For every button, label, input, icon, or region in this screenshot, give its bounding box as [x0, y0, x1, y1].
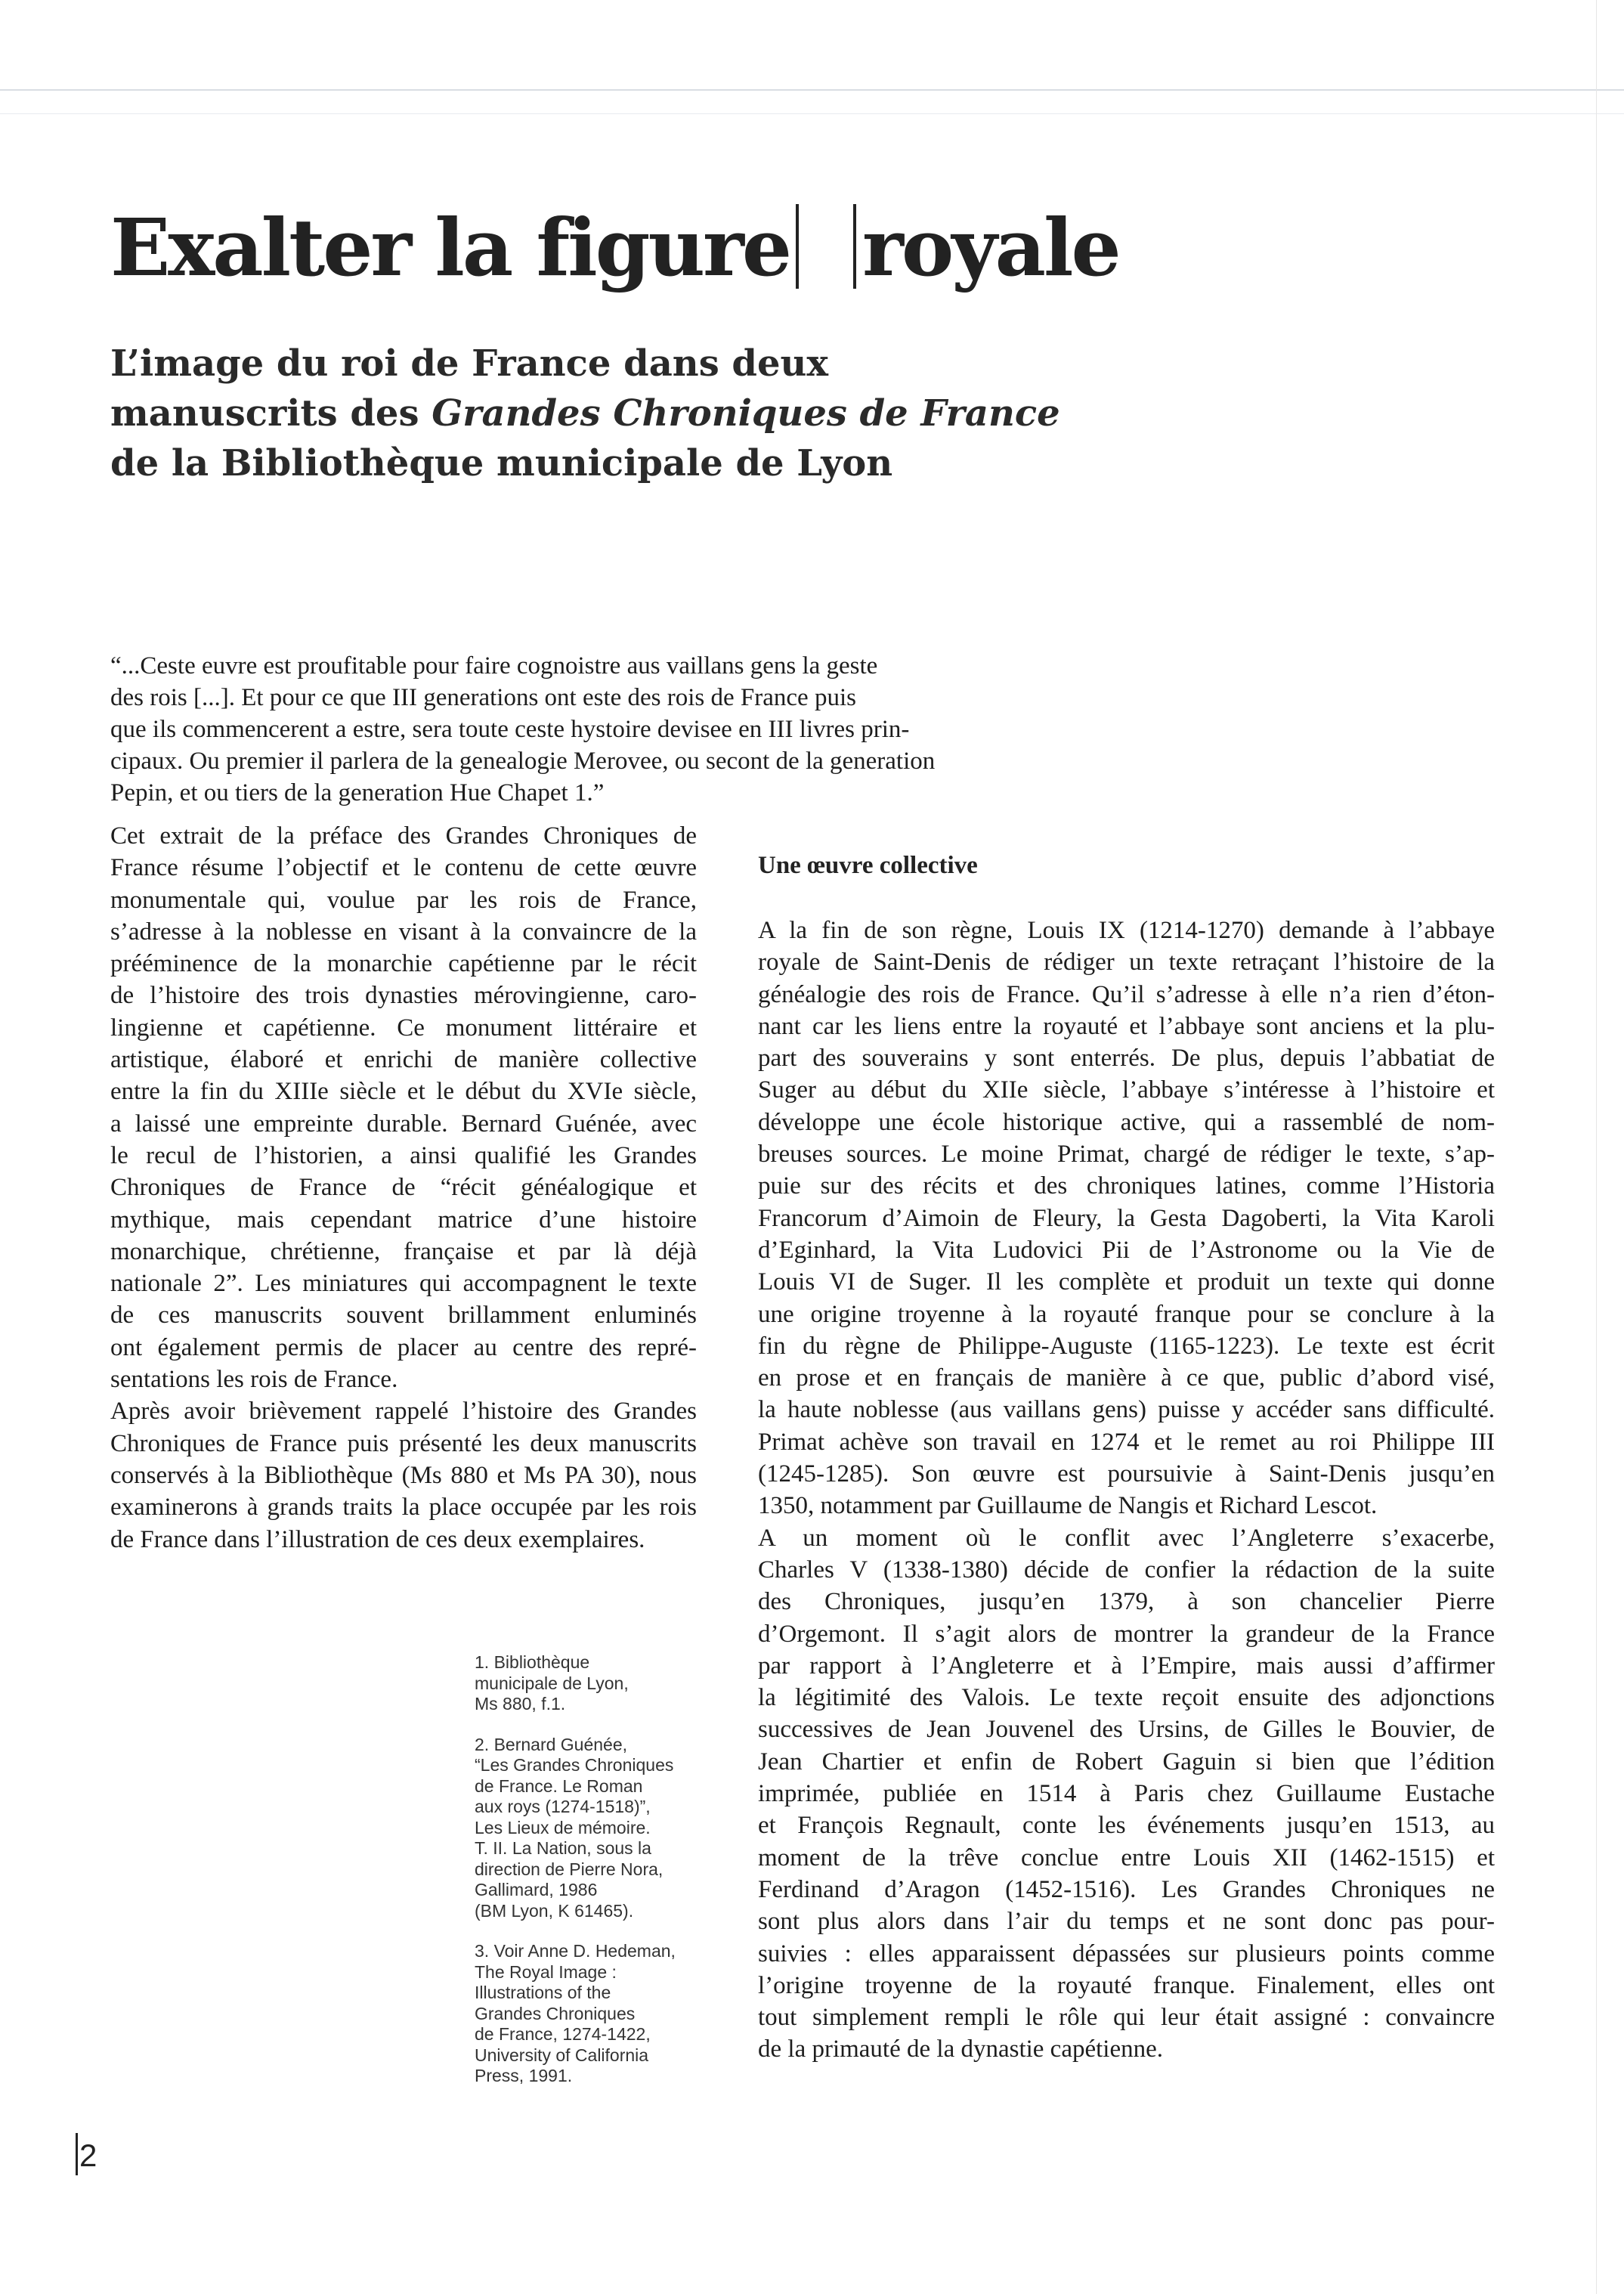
header-rule [0, 89, 1624, 91]
text-line: A la fin de son règne, Louis IX (1214-1270) demande à l’abbaye [758, 917, 1495, 944]
section-heading: Une œuvre collective [758, 852, 978, 879]
text-line: tout simplement rempli le rôle qui leur était assigné : convaincre [758, 2004, 1495, 2032]
text-line: le recul de l’historien, a ainsi qualifié les Grandes [110, 1141, 697, 1169]
subtitle-italic-title: Grandes Chroniques de France [432, 392, 1060, 435]
text-line: nationale 2”. Les miniatures qui accompagnent le texte [110, 1270, 697, 1298]
text-line: sentations les rois de France. [110, 1366, 398, 1394]
footnote-line: Gallimard, 1986 [475, 1880, 598, 1899]
text-line: (1245-1285). Son œuvre est poursuivie à Saint-Denis jusqu’en [758, 1460, 1495, 1488]
text-cursor-right [853, 204, 856, 289]
footnote-line: 2. Bernard Guénée, [475, 1734, 628, 1754]
text-line: de l’histoire des trois dynasties mérovingienne, caro- [110, 982, 697, 1010]
text-line: suivies : elles apparaissent dépassées sur plusieurs points comme [758, 1940, 1495, 1967]
text-line: l’origine troyenne de la royauté franque. Finalement, elles ont [758, 1971, 1495, 1999]
subtitle-line-2-text: manuscrits des [110, 392, 432, 435]
footnote-line: Les Lieux de mémoire. [475, 1817, 651, 1837]
left-paragraph-2 [110, 1395, 697, 1555]
text-line: monumentale qui, voulue par les rois de France, [110, 886, 697, 914]
footnote-line: municipale de Lyon, [475, 1673, 629, 1693]
footnote-line: T. II. La Nation, sous la [475, 1838, 651, 1858]
text-line: de la primauté de la dynastie capétienne. [758, 2035, 1164, 2063]
text-line: Ferdinand d’Aragon (1452-1516). Les Grandes Chroniques ne [758, 1875, 1495, 1903]
quote-line: des rois [...]. Et pour ce que III generations ont este des rois de France puis [110, 684, 856, 711]
right-paragraph-1 [758, 915, 1495, 1522]
text-line: conservés à la Bibliothèque (Ms 880 et Ms PA 30), nous [110, 1461, 697, 1489]
footnote-line: de France. Le Roman [475, 1775, 643, 1796]
footnote-line: de France, 1274-1422, [475, 2024, 651, 2044]
text-line: généalogie des rois de France. Qu’il s’adresse à elle n’a rien d’éton- [758, 980, 1495, 1008]
left-column [110, 820, 697, 1556]
text-cursor-left [796, 204, 799, 289]
text-line: la haute noblesse (aus vaillans gens) puisse y accéder sans difficulté. [758, 1396, 1495, 1424]
text-line: prééminence de la monarchie capétienne par le récit [110, 950, 697, 978]
text-line: sont plus alors dans l’air du temps et ne sont donc pas pour- [758, 1908, 1495, 1936]
text-line: d’Orgemont. Il s’agit alors de montrer la grandeur de la France [758, 1620, 1495, 1648]
footnote-2 [475, 1735, 701, 1922]
footnote-line: Illustrations of the [475, 1983, 611, 2002]
text-line: fin du règne de Philippe-Auguste (1165-1223). Le texte est écrit [758, 1332, 1495, 1360]
quote-line: que ils commencerent a estre, sera toute ceste hystoire devisee en III livres prin- [110, 716, 910, 743]
text-line: des Chroniques, jusqu’en 1379, à son chancelier Pierre [758, 1588, 1495, 1616]
text-line: de France dans l’illustration de ces deux exemplaires. [110, 1525, 645, 1553]
text-line: Chroniques de France de “récit généalogique et [110, 1174, 697, 1202]
footnotes [475, 1652, 701, 2107]
text-line: s’adresse à la noblesse en visant à la convaincre de la [110, 918, 697, 946]
footnote-line: aux roys (1274-1518)”, [475, 1797, 651, 1816]
footnote-line: Ms 880, f.1. [475, 1694, 566, 1714]
footnote-line: The Royal Image : [475, 1961, 617, 1982]
text-line: Francorum d’Aimoin de Fleury, la Gesta Dagoberti, la Vita Karoli [758, 1204, 1495, 1232]
footnote-line: Press, 1991. [475, 2066, 573, 2085]
title-part-2: e [741, 201, 790, 294]
text-line: lingienne et capétienne. Ce monument littéraire et [110, 1014, 697, 1042]
title-part-1: Exalter la figur [110, 201, 742, 294]
text-line: et François Regnault, conte les événements jusqu’en 1513, au [758, 1812, 1495, 1840]
footnote-line: University of California [475, 2045, 649, 2065]
article-title [110, 201, 1119, 294]
footnote-1 [475, 1652, 701, 1715]
text-line: entre la fin du XIIIe siècle et le début du XVIe siècle, [110, 1078, 697, 1106]
text-line: nant car les liens entre la royauté et l’abbaye sont anciens et la plu- [758, 1012, 1495, 1040]
right-paragraph-2 [758, 1522, 1495, 2066]
footnote-line: 3. Voir Anne D. Hedeman, [475, 1941, 676, 1961]
text-line: artistique, élaboré et enrichi de manière collective [110, 1046, 697, 1074]
text-line: d’Eginhard, la Vita Ludovici Pii de l’Astronome ou la Vie de [758, 1236, 1495, 1264]
footnote-line: direction de Pierre Nora, [475, 1859, 664, 1879]
footnote-line: 1. Bibliothèque [475, 1652, 590, 1672]
text-line: France résume l’objectif et le contenu de cette œuvre [110, 854, 697, 882]
text-line: a laissé une empreinte durable. Bernard Guénée, avec [110, 1110, 697, 1138]
page-number-value: 2 [79, 2138, 97, 2173]
subtitle-line-1: L’image du roi de France dans deux [110, 342, 829, 385]
right-column [758, 915, 1495, 2066]
text-line: Suger au début du XIIe siècle, l’abbaye s’intéresse à l’histoire et [758, 1076, 1495, 1104]
text-line: 1350, notamment par Guillaume de Nangis et Richard Lescot. [758, 1492, 1378, 1520]
text-line: ont également permis de placer au centre des repré- [110, 1333, 697, 1361]
epigraph-quote [110, 650, 1017, 809]
text-line: A un moment où le conflit avec l’Angleterre s’exacerbe, [758, 1524, 1495, 1552]
text-line: imprimée, publiée en 1514 à Paris chez Guillaume Eustache [758, 1780, 1495, 1808]
text-line: moment de la trêve conclue entre Louis XII (1462-1515) et [758, 1844, 1495, 1871]
text-line: Cet extrait de la préface des Grandes Chroniques de [110, 822, 697, 850]
text-line: la légitimité des Valois. Le texte reçoit ensuite des adjonctions [758, 1684, 1495, 1712]
page-number-bar [76, 2133, 78, 2175]
left-paragraph-1 [110, 820, 697, 1395]
text-line: monarchique, chrétienne, française et par là déjà [110, 1237, 697, 1265]
text-line: développe une école historique active, qui a rassemblé de nom- [758, 1108, 1495, 1136]
footnote-3 [475, 1941, 701, 2087]
footnote-line: (BM Lyon, K 61465). [475, 1900, 634, 1921]
text-line: Charles V (1338-1380) décide de confier la rédaction de la suite [758, 1556, 1495, 1584]
text-line: par rapport à l’Angleterre et à l’Empire, mais aussi d’affirmer [758, 1652, 1495, 1679]
subtitle-line-3: de la Bibliothèque municipale de Lyon [110, 442, 893, 484]
text-line: puie sur des récits et des chroniques latines, comme l’Historia [758, 1172, 1495, 1200]
text-line: Louis VI de Suger. Il les complète et produit un texte qui donne [758, 1268, 1495, 1296]
footnote-line: “Les Grandes Chroniques [475, 1755, 674, 1775]
article-subtitle [110, 339, 1168, 488]
text-line: breuses sources. Le moine Primat, chargé de rédiger le texte, s’ap- [758, 1141, 1495, 1169]
text-line: examinerons à grands traits la place occupée par les rois [110, 1494, 697, 1522]
text-line: Primat achève son travail en 1274 et le remet au roi Philippe III [758, 1428, 1495, 1456]
text-line: Jean Chartier et enfin de Robert Gaguin si bien que l’édition [758, 1748, 1495, 1775]
page-number [76, 2133, 97, 2175]
text-line: mythique, mais cependant matrice d’une histoire [110, 1206, 697, 1234]
title-part-3: royale [862, 201, 1119, 294]
text-line: une origine troyenne à la royauté franque pour se conclure à la [758, 1300, 1495, 1328]
text-line: Chroniques de France puis présenté les deux manuscrits [110, 1429, 697, 1457]
text-line: successives de Jean Jouvenel des Ursins, de Gilles le Bouvier, de [758, 1716, 1495, 1744]
page-edge [1596, 0, 1597, 2294]
quote-line: cipaux. Ou premier il parlera de la genealogie Merovee, ou secont de la generation [110, 748, 936, 775]
subtitle-line-2 [110, 389, 1168, 438]
text-line: royale de Saint-Denis de rédiger un texte retraçant l’histoire de la [758, 949, 1495, 977]
text-line: de ces manuscrits souvent brillamment enluminés [110, 1302, 697, 1330]
quote-line: Pepin, et ou tiers de la generation Hue Chapet 1.” [110, 779, 605, 806]
text-line: en prose et en français de manière à ce que, public d’abord visé, [758, 1364, 1495, 1392]
header-rule-secondary [0, 113, 1624, 114]
quote-line: “...Ceste euvre est proufitable pour faire cognoistre aus vaillans gens la geste [110, 652, 878, 680]
text-line: Après avoir brièvement rappelé l’histoire des Grandes [110, 1398, 697, 1426]
text-line: part des souverains y sont enterrés. De plus, depuis l’abbatiat de [758, 1045, 1495, 1073]
footnote-line: Grandes Chroniques [475, 2003, 636, 2023]
